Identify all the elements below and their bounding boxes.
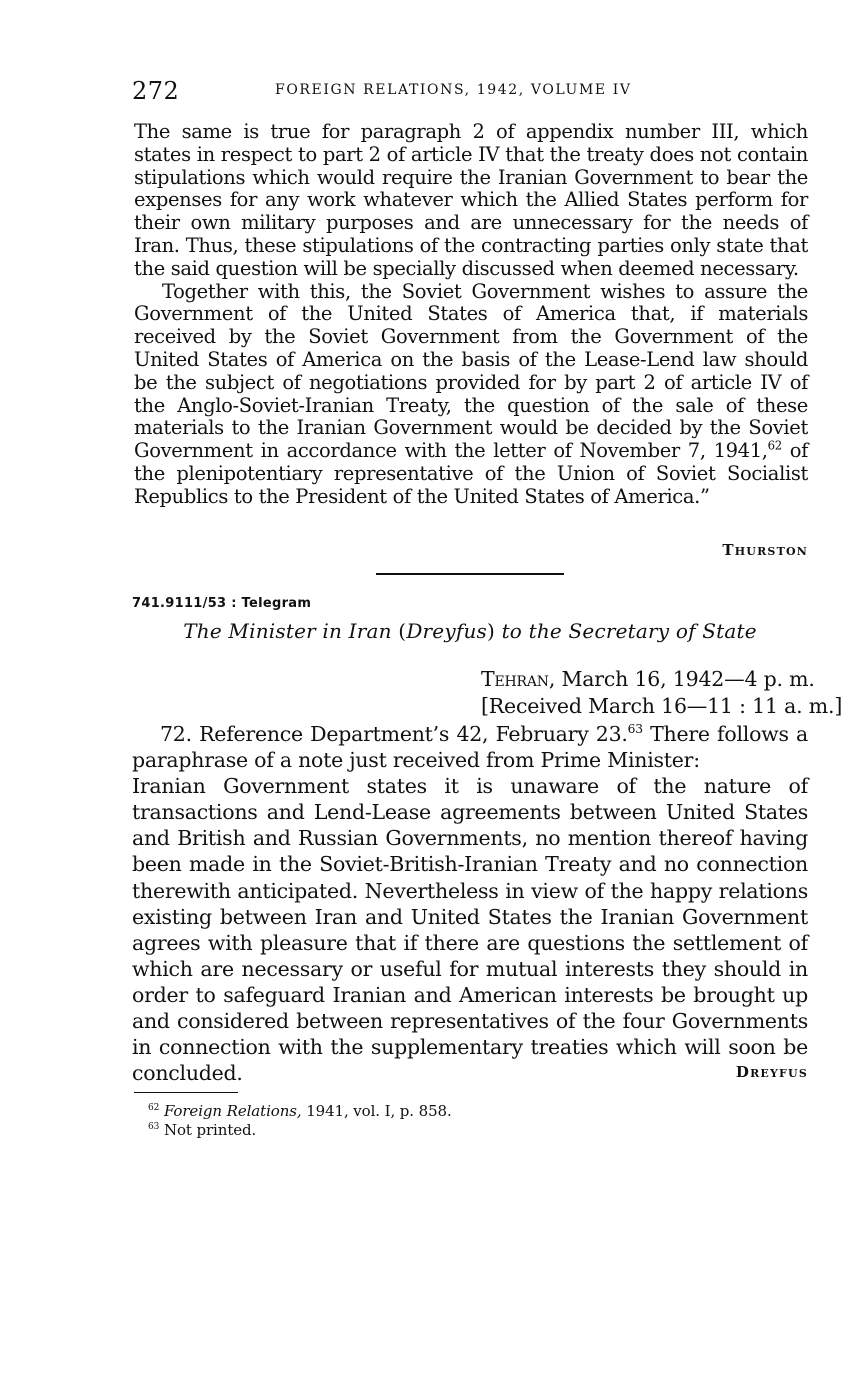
- paragraph-text: Together with this, the Soviet Government wishes to assure the Government of the United States of America that, if materials received by the Soviet Government from the Government of the United States of America on the basis of the Lease-Lend law should be the subject of negotiations provided for by part 2 of article IV of the Anglo-Soviet-Iranian Treaty, the question of the sale of these materials to the Iranian Government would be decided by the Soviet Government in accordance with the letter of November 7, 1941,: [134, 279, 808, 463]
- paragraph: [132, 721, 808, 773]
- place: Tehran: [481, 667, 549, 691]
- paragraph: Iranian Government states it is unaware of the nature of transactions and Lend-Lease agreements between United States and British and Russian Governments, no mention thereof having been made in the Soviet-British-Iranian Treaty and no connection therewith anticipated. Nevertheless in view of the happy relations existing between Iran and United States the Iranian Government agrees with pleasure that if there are questions the settlement of which are necessary or useful for mutual interests they should in order to safeguard Iranian and American interests be brought up and considered between representatives of the four Governments in connection with the supplementary treaties which will soon be concluded.: [132, 774, 808, 1086]
- footnote-number: 63: [148, 1122, 160, 1132]
- paragraph-text: of the plenipotentiary representative of the Union of Soviet Socialist Republics to the President of the United States of America.”: [134, 439, 808, 508]
- title-paren: ): [487, 619, 496, 643]
- footnote-text: 1941, vol. I, p. 858.: [301, 1102, 452, 1120]
- signature: Thurston: [722, 541, 808, 559]
- title-text: to the Secretary of State: [495, 619, 757, 643]
- date-received: [Received March 16—11 : 11 a. m.]: [481, 694, 843, 718]
- paragraph-text: 72. Reference Department’s 42, February 23.: [160, 722, 628, 746]
- footnote-divider: [134, 1092, 238, 1093]
- footnote-title: Foreign Relations,: [163, 1102, 302, 1120]
- paragraph: [134, 281, 808, 509]
- telegram-body: [132, 721, 808, 1086]
- previous-document-text: [134, 121, 808, 509]
- footnote-number: 62: [148, 1103, 160, 1113]
- paragraph-text: There follows a paraphrase of a note just received from Prime Minister:: [132, 722, 808, 773]
- running-head: FOREIGN RELATIONS, 1942, VOLUME IV: [275, 82, 632, 98]
- paragraph: The same is true for paragraph 2 of appendix number III, which states in respect to part 2 of article IV that the treaty does not contain stipulations which would require the Iranian Government to bear the expenses for any work whatever which the Allied States perform for their own military purposes and are unnecessary for the needs of Iran. Thus, these stipulations of the contracting parties only state that the said question will be specially discussed when deemed necessary.: [134, 120, 808, 280]
- signature: Dreyfus: [735, 1063, 808, 1081]
- document-title: [132, 619, 808, 643]
- footnote-ref: 62: [767, 438, 782, 453]
- dateline: [481, 666, 842, 720]
- date-sent-line: [481, 666, 842, 693]
- footnotes: [148, 1102, 452, 1140]
- file-reference: 741.9111/53 : Telegram: [132, 596, 312, 611]
- page-number: 272: [132, 77, 180, 105]
- title-text: The Minister in Iran: [183, 619, 399, 643]
- footnote-ref: 63: [627, 722, 643, 737]
- section-divider: [376, 573, 564, 575]
- title-paren: (: [398, 619, 407, 643]
- page-header: [132, 77, 808, 107]
- date-sent: , March 16, 1942—4 p. m.: [548, 667, 815, 691]
- footnote-text: Not printed.: [163, 1121, 257, 1139]
- footnote: [148, 1121, 452, 1140]
- footnote: [148, 1102, 452, 1121]
- title-name: Dreyfus: [406, 619, 487, 643]
